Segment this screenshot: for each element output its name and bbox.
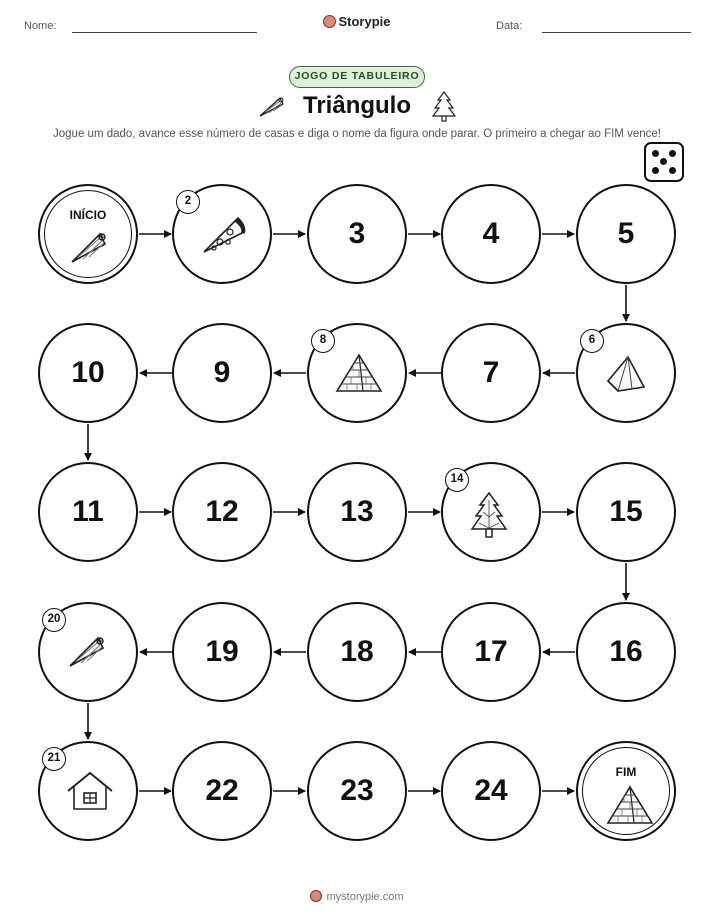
end-space (576, 741, 676, 841)
footer (0, 890, 714, 903)
space-number: 4 (482, 217, 500, 250)
space-number: 15 (609, 495, 643, 528)
space-number-badge: 2 (176, 190, 200, 214)
space-number: 10 (71, 356, 105, 389)
board-space-23 (307, 741, 407, 841)
space-number-badge: 6 (580, 329, 604, 353)
space-number-badge: 8 (311, 329, 335, 353)
page-title: Triângulo (303, 92, 411, 119)
board-space-15 (576, 462, 676, 562)
instructions: Jogue um dado, avance esse número de casas e diga o nome da figura onde parar. O primeiro a chegar ao FIM vence! (53, 128, 661, 140)
folded-napkin-icon (602, 351, 650, 400)
space-number: 24 (474, 774, 508, 807)
space-number: 12 (205, 495, 239, 528)
pine-tree-icon (467, 490, 511, 547)
space-number: 23 (340, 774, 374, 807)
sandwich-icon (66, 226, 110, 275)
start-space (38, 184, 138, 284)
board-space-3 (307, 184, 407, 284)
house-icon (64, 769, 116, 818)
board-space-7 (441, 323, 541, 423)
sandwich-icon (64, 630, 108, 679)
brand-name: Storypie (338, 14, 391, 29)
board-space-24 (441, 741, 541, 841)
board-space-9 (172, 323, 272, 423)
space-number: 3 (348, 217, 366, 250)
game-type-badge: JOGO DE TABULEIRO (289, 66, 425, 88)
board-space-5 (576, 184, 676, 284)
pyramid-icon (604, 783, 656, 832)
pyramid-icon (333, 351, 385, 400)
space-number: 16 (609, 635, 643, 668)
board-space-13 (307, 462, 407, 562)
space-number-badge: 20 (42, 608, 66, 632)
space-number: 17 (474, 635, 508, 668)
board-space-18 (307, 602, 407, 702)
board-space-22 (172, 741, 272, 841)
start-label: INÍCIO (69, 208, 107, 222)
board-space-11 (38, 462, 138, 562)
board-space-19 (172, 602, 272, 702)
board-space-10 (38, 323, 138, 423)
storypie-bear-icon (310, 890, 322, 902)
space-number: 18 (340, 635, 374, 668)
space-number-badge: 21 (42, 747, 66, 771)
date-label: Data: (496, 20, 523, 32)
space-number: 22 (205, 774, 239, 807)
space-number: 13 (340, 495, 374, 528)
board-space-4 (441, 184, 541, 284)
space-number: 19 (205, 635, 239, 668)
board-space-16 (576, 602, 676, 702)
space-number: 11 (72, 495, 104, 528)
board-space-12 (172, 462, 272, 562)
pizza-slice-icon (198, 212, 250, 263)
space-number: 7 (482, 356, 500, 389)
space-number: 9 (213, 356, 231, 389)
name-label: Nome: (24, 20, 57, 32)
footer-url: mystorypie.com (326, 891, 404, 903)
space-number-badge: 14 (445, 468, 469, 492)
space-number: 5 (617, 217, 635, 250)
board-space-17 (441, 602, 541, 702)
end-label: FIM (615, 765, 637, 779)
